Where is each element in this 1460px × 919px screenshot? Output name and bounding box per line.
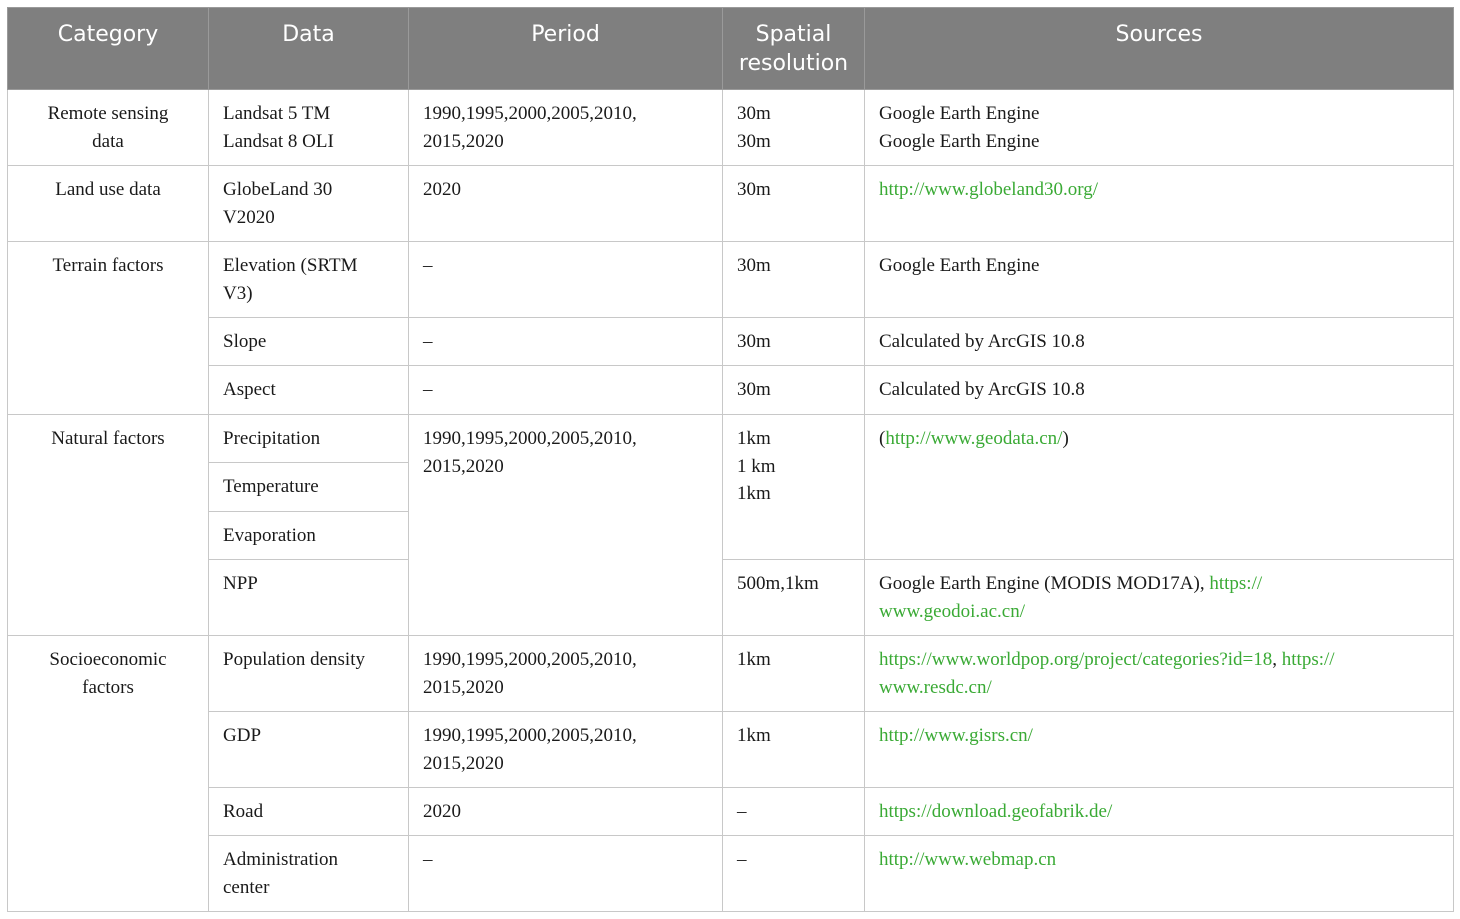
- category-line: data: [92, 130, 124, 152]
- period-line: 1990,1995,2000,2005,2010,: [423, 103, 637, 124]
- category-remote-sensing: [8, 90, 209, 166]
- table-row: [8, 636, 1454, 712]
- category-natural-factors: Natural factors: [8, 415, 209, 636]
- data-cell: [209, 836, 409, 912]
- table-row: [8, 712, 1454, 788]
- category-line: Remote sensing: [47, 103, 169, 124]
- source-cell: [865, 836, 1454, 912]
- table-row: [8, 415, 1454, 463]
- table-row: [8, 560, 1454, 636]
- resolution-cell: [723, 415, 865, 560]
- category-line: factors: [82, 676, 134, 698]
- resolution-cell: 500m,1km: [723, 560, 865, 636]
- data-cell: Evaporation: [209, 512, 409, 560]
- data-line: center: [223, 876, 270, 898]
- resolution-line: 30m: [737, 103, 771, 124]
- source-paren: (: [879, 428, 886, 449]
- header-spatial-resolution: [723, 8, 865, 90]
- data-cell: Aspect: [209, 366, 409, 415]
- data-line: V2020: [223, 206, 275, 228]
- period-cell: –: [409, 836, 723, 912]
- resolution-cell: 30m: [723, 318, 865, 366]
- source-link[interactable]: https://download.geofabrik.de/: [879, 801, 1113, 822]
- data-cell: Temperature: [209, 463, 409, 512]
- data-cell: Road: [209, 788, 409, 836]
- data-line: GlobeLand 30: [223, 179, 333, 200]
- period-line: 2015,2020: [423, 130, 504, 152]
- source-link[interactable]: http://www.gisrs.cn/: [879, 725, 1033, 746]
- period-cell: [409, 90, 723, 166]
- resolution-cell: –: [723, 836, 865, 912]
- period-line: 2015,2020: [423, 455, 504, 477]
- table-row: [8, 242, 1454, 318]
- source-link[interactable]: http://www.webmap.cn: [879, 849, 1057, 870]
- resolution-line: 1km: [737, 428, 771, 449]
- data-cell: [209, 166, 409, 242]
- period-cell: –: [409, 318, 723, 366]
- source-cell: Calculated by ArcGIS 10.8: [865, 318, 1454, 366]
- source-text: Google Earth Engine (MODIS MOD17A),: [879, 573, 1210, 594]
- period-line: 1990,1995,2000,2005,2010,: [423, 725, 637, 746]
- data-cell: Slope: [209, 318, 409, 366]
- period-cell: –: [409, 242, 723, 318]
- data-line: Landsat 8 OLI: [223, 130, 334, 152]
- source-cell: [865, 788, 1454, 836]
- data-line: Elevation (SRTM: [223, 255, 358, 276]
- header-row: [8, 8, 1454, 90]
- table-row: [8, 836, 1454, 912]
- source-link[interactable]: http://www.geodata.cn/: [885, 428, 1063, 449]
- resolution-cell: 1km: [723, 712, 865, 788]
- data-cell: [209, 242, 409, 318]
- source-link[interactable]: www.geodoi.ac.cn/: [879, 600, 1025, 622]
- period-line: 2015,2020: [423, 752, 504, 774]
- data-line: Landsat 5 TM: [223, 103, 331, 124]
- resolution-cell: 30m: [723, 166, 865, 242]
- source-cell: [865, 636, 1454, 712]
- source-cell: [865, 712, 1454, 788]
- source-cell: [865, 166, 1454, 242]
- resolution-line: 1km: [737, 483, 771, 504]
- header-category: Category: [8, 8, 209, 90]
- source-cell: Google Earth Engine: [865, 242, 1454, 318]
- category-terrain-factors: Terrain factors: [8, 242, 209, 415]
- source-separator: ,: [1272, 649, 1282, 670]
- category-socioeconomic-factors: [8, 636, 209, 912]
- data-sources-table: [7, 7, 1454, 912]
- resolution-cell: 30m: [723, 242, 865, 318]
- source-link[interactable]: https://: [1281, 649, 1335, 670]
- header-spatial-line1: Spatial: [755, 22, 832, 47]
- source-cell: [865, 90, 1454, 166]
- data-cell: [209, 90, 409, 166]
- period-line: 1990,1995,2000,2005,2010,: [423, 649, 637, 670]
- period-line: 1990,1995,2000,2005,2010,: [423, 428, 637, 449]
- data-cell: GDP: [209, 712, 409, 788]
- data-line: Administration: [223, 849, 339, 870]
- period-cell: 2020: [409, 788, 723, 836]
- header-spatial-line2: resolution: [738, 51, 849, 76]
- source-link[interactable]: http://www.globeland30.org/: [879, 179, 1099, 200]
- table-row: [8, 788, 1454, 836]
- resolution-line: 30m: [737, 130, 771, 152]
- period-line: 2015,2020: [423, 676, 504, 698]
- source-line: Google Earth Engine: [879, 103, 1040, 124]
- period-cell: [409, 712, 723, 788]
- table-row: [8, 166, 1454, 242]
- data-cell: Precipitation: [209, 415, 409, 463]
- resolution-line: 1 km: [737, 455, 776, 477]
- period-cell: [409, 415, 723, 636]
- source-paren: ): [1062, 428, 1069, 449]
- table-row: [8, 90, 1454, 166]
- data-line: V3): [223, 282, 253, 304]
- category-land-use: Land use data: [8, 166, 209, 242]
- source-link[interactable]: https://www.worldpop.org/project/categories?id=18: [879, 649, 1273, 670]
- source-cell: [865, 560, 1454, 636]
- period-cell: –: [409, 366, 723, 415]
- source-cell: [865, 415, 1454, 560]
- header-sources: Sources: [865, 8, 1454, 90]
- source-line: Google Earth Engine: [879, 130, 1040, 152]
- category-line: Socioeconomic: [49, 649, 167, 670]
- table-row: [8, 318, 1454, 366]
- header-data: Data: [209, 8, 409, 90]
- resolution-cell: 1km: [723, 636, 865, 712]
- data-cell: NPP: [209, 560, 409, 636]
- header-period: Period: [409, 8, 723, 90]
- data-cell: Population density: [209, 636, 409, 712]
- table-row: [8, 366, 1454, 415]
- source-link[interactable]: https://: [1209, 573, 1263, 594]
- resolution-cell: –: [723, 788, 865, 836]
- source-link[interactable]: www.resdc.cn/: [879, 676, 992, 698]
- resolution-cell: 30m: [723, 366, 865, 415]
- source-cell: Calculated by ArcGIS 10.8: [865, 366, 1454, 415]
- period-cell: [409, 636, 723, 712]
- period-cell: 2020: [409, 166, 723, 242]
- resolution-cell: [723, 90, 865, 166]
